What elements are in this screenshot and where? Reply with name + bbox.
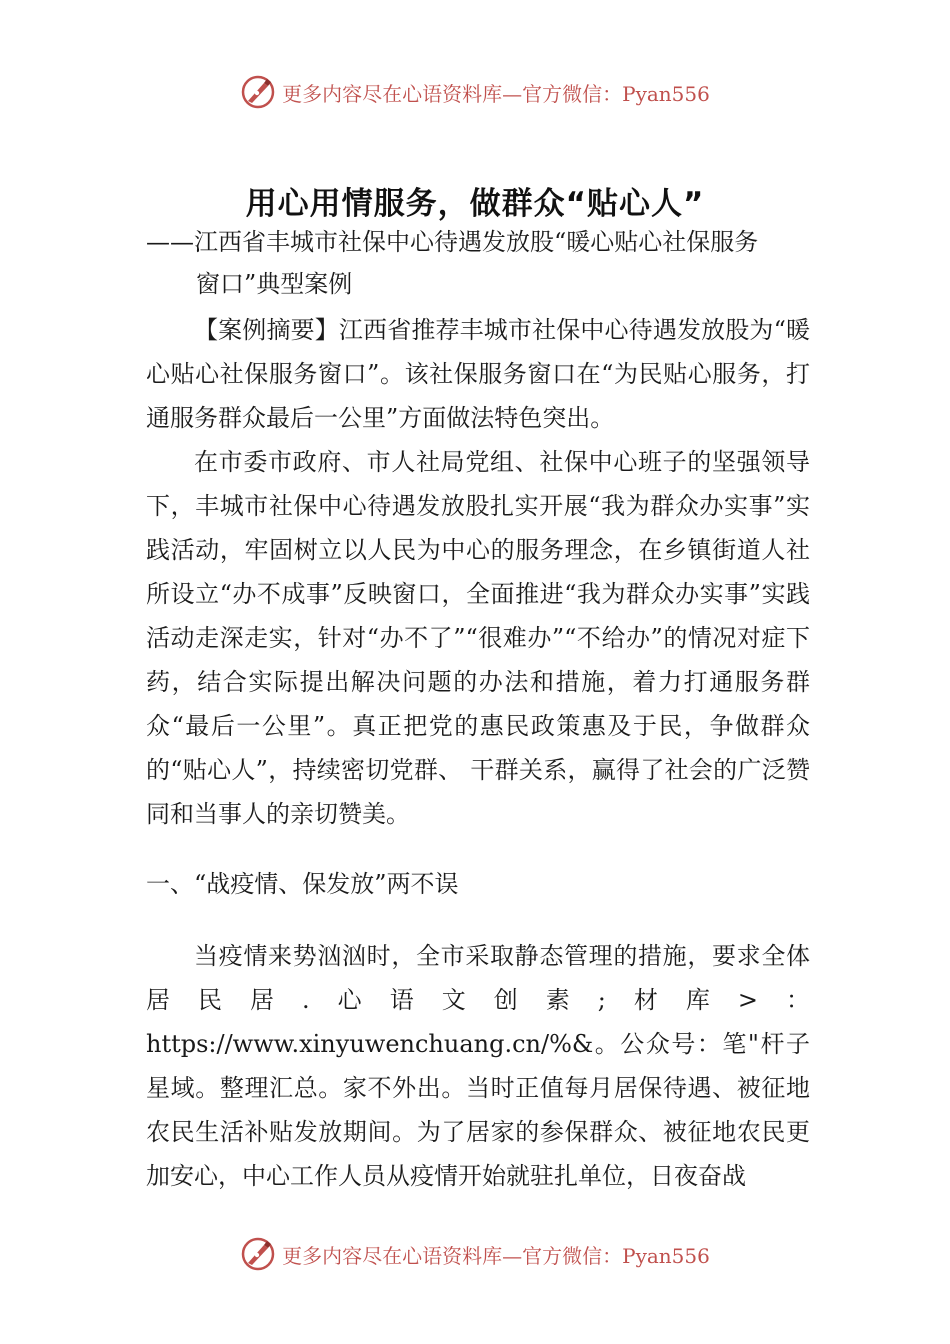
- pen-circle-icon: [240, 1236, 276, 1272]
- footer-banner: [0, 1232, 950, 1276]
- document-subtitle-line1: ——江西省丰城市社保中心待遇发放股“暖心贴心社保服务: [146, 228, 759, 256]
- body-paragraph-2: 当疫情来势汹汹时，全市采取静态管理的措施，要求全体居民居.心语文创素;材库>：https://www.xinyuwenchuang.cn/%&。公众号：笔"杆子星域。整理汇总。家不外出。当时正值每月居保待遇、被征地农民生活补贴发放期间。为了居家的参保群众、被征地农民更加安心，中心工作人员从疫情开始就驻扎单位，日夜奋战: [146, 942, 810, 1190]
- document-title: 用心用情服务，做群众“贴心人”: [245, 186, 705, 222]
- body-paragraph-1: 在市委市政府、市人社局党组、社保中心班子的坚强领导下，丰城市社保中心待遇发放股扎实开展“我为群众办实事”实践活动，牢固树立以人民为中心的服务理念，在乡镇街道人社所设立“办不成事”反映窗口，全面推进“我为群众办实事”实践活动走深走实，针对“办不了”“很难办”“不给办”的情况对症下药，结合实际提出解决问题的办法和措施，着力打通服务群众“最后一公里”。真正把党的惠民政策惠及于民，争做群众的“贴心人”，持续密切党群、 干群关系，赢得了社会的广泛赞同和当事人的亲切赞美。: [146, 448, 810, 828]
- section-heading-1: 一、“战疫情、保发放”两不误: [146, 870, 459, 898]
- banner-text: 更多内容尽在心语资料库—官方微信：Pyan556: [282, 1243, 710, 1268]
- document-subtitle-line2: 窗口”典型案例: [196, 270, 353, 298]
- case-abstract: 【案例摘要】江西省推荐丰城市社保中心待遇发放股为“暖心贴心社保服务窗口”。该社保服务窗口在“为民贴心服务，打通服务群众最后一公里”方面做法特色突出。: [146, 316, 810, 432]
- pen-circle-icon: [240, 74, 276, 110]
- banner-text: 更多内容尽在心语资料库—官方微信：Pyan556: [282, 81, 710, 106]
- header-banner: [0, 70, 950, 114]
